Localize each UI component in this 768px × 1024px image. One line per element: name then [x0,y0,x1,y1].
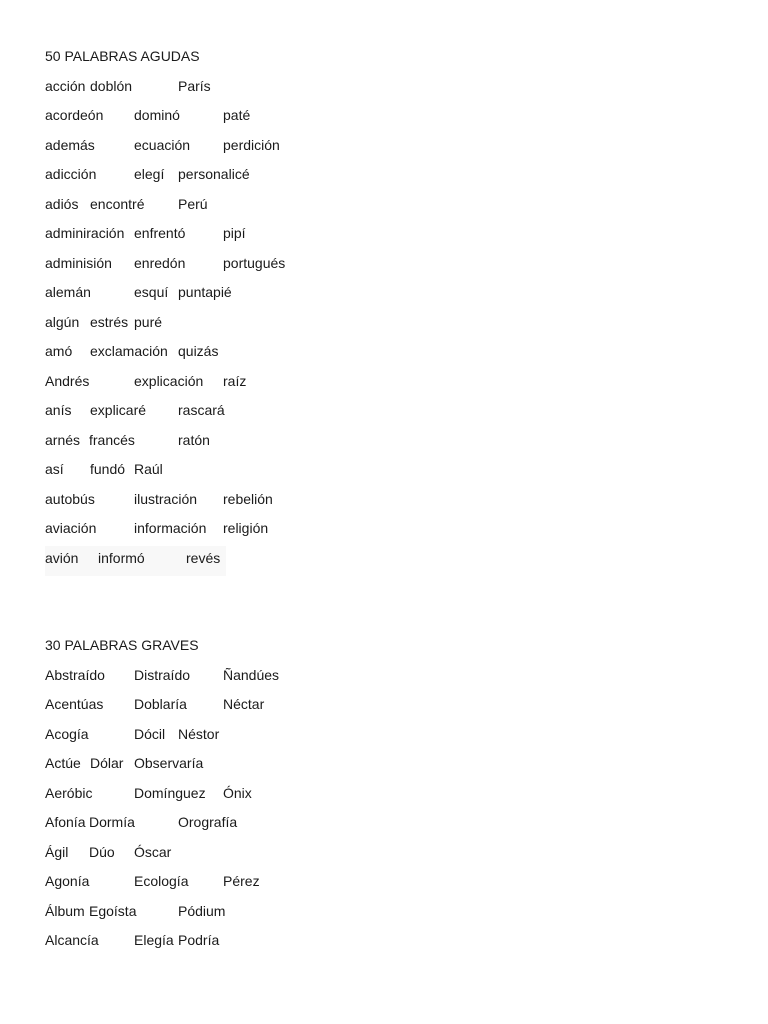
graves-section [45,635,280,960]
word: paté [223,107,251,123]
word: Distraído [134,666,191,683]
word-row [45,901,226,921]
word-row [45,430,210,450]
word: Actúe [45,755,81,771]
word: puntapié [178,284,232,300]
word: esquí [134,284,169,300]
graves-list [45,665,280,951]
word: enfrentó [134,225,186,241]
graves-title: 30 PALABRAS GRAVES [45,637,199,653]
word: francés [89,431,135,448]
word: Néctar [223,696,265,712]
word: raíz [223,372,247,389]
word-row [45,548,221,568]
word: doblón [90,77,133,94]
word: personalicé [178,166,250,182]
word: Álbum [45,902,85,919]
word: Observaría [134,755,204,771]
word: autobús [45,490,95,507]
word: exclamación [90,343,168,359]
word: Agonía [45,873,90,889]
word: Ónix [223,784,252,801]
word: Néstor [178,725,220,742]
word: algún [45,313,80,330]
word: ilustración [134,490,198,507]
word: Podría [178,932,220,948]
word: alemán [45,284,91,300]
word: explicaré [90,402,147,418]
word: Dólar [90,755,124,771]
word-row [45,694,265,714]
word-row [45,930,220,950]
word-row [45,489,273,509]
word: estrés [90,313,129,330]
word: Acogía [45,725,89,742]
agudas-title: 50 PALABRAS AGUDAS [45,48,200,64]
word: portugués [223,254,286,271]
word: Dormía [89,814,135,830]
word: Pérez [223,873,260,889]
word: París [178,77,211,94]
word: Abstraído [45,666,105,683]
word: perdición [223,136,280,153]
word: puré [134,313,163,330]
word: aviación [45,520,97,536]
word: fundó [90,461,126,477]
word: Pódium [178,902,226,919]
word-row [45,282,232,302]
word-row [45,871,260,891]
word: explicación [134,372,204,389]
word: Ñandúes [223,666,280,683]
word-row [45,135,280,155]
word-row [45,665,280,685]
word: ecuación [134,136,191,153]
word: información [134,520,207,536]
word-row [45,164,250,184]
word: adicción [45,166,97,182]
word-row [45,812,238,832]
word: adminiración [45,225,125,241]
word-row [45,194,208,214]
word: Doblaría [134,696,187,712]
word: Perú [178,195,208,212]
word: Ecología [134,873,189,889]
word: Raúl [134,461,163,477]
word-row [45,842,199,862]
word: Dócil [134,725,166,742]
word-row [45,400,225,420]
word: arnés [45,431,81,448]
word-row [45,371,247,391]
word: revés [186,549,221,566]
word: Dúo [89,843,115,860]
word: Ágil [45,843,69,860]
word: así [45,461,64,477]
word: Egoísta [89,902,137,919]
word: elegí [134,166,165,182]
word-row [45,341,219,361]
word: enredón [134,254,186,271]
word: anís [45,402,72,418]
word-row [45,105,251,125]
word: pipí [223,225,246,241]
word-row [45,724,220,744]
word: acordeón [45,107,104,123]
word: Andrés [45,372,90,389]
word: amó [45,343,73,359]
word-row [45,312,200,332]
word: Acentúas [45,696,104,712]
word: acción [45,77,86,94]
word-row [45,518,269,538]
word-row [45,459,200,479]
word: Domínguez [134,784,206,801]
word: adminisión [45,254,112,271]
word: rascará [178,402,225,418]
word: Alcancía [45,932,99,948]
word: Orografía [178,814,238,830]
word: Elegía [134,932,174,948]
agudas-section [45,46,286,577]
word: rebelión [223,490,273,507]
word: Afonía [45,814,86,830]
agudas-list [45,76,286,568]
word: dominó [134,107,180,123]
word-row [45,76,211,96]
word-row [45,253,286,273]
word: encontré [90,195,145,212]
word-row [45,753,204,773]
word: adiós [45,195,79,212]
word: avión [45,549,79,566]
word-row [45,783,252,803]
word: Aeróbic [45,784,93,801]
word-row [45,223,246,243]
word: además [45,136,95,153]
word: religión [223,520,269,536]
word: informó [98,549,145,566]
word: Óscar [134,843,172,860]
word: ratón [178,431,210,448]
word: quizás [178,343,219,359]
